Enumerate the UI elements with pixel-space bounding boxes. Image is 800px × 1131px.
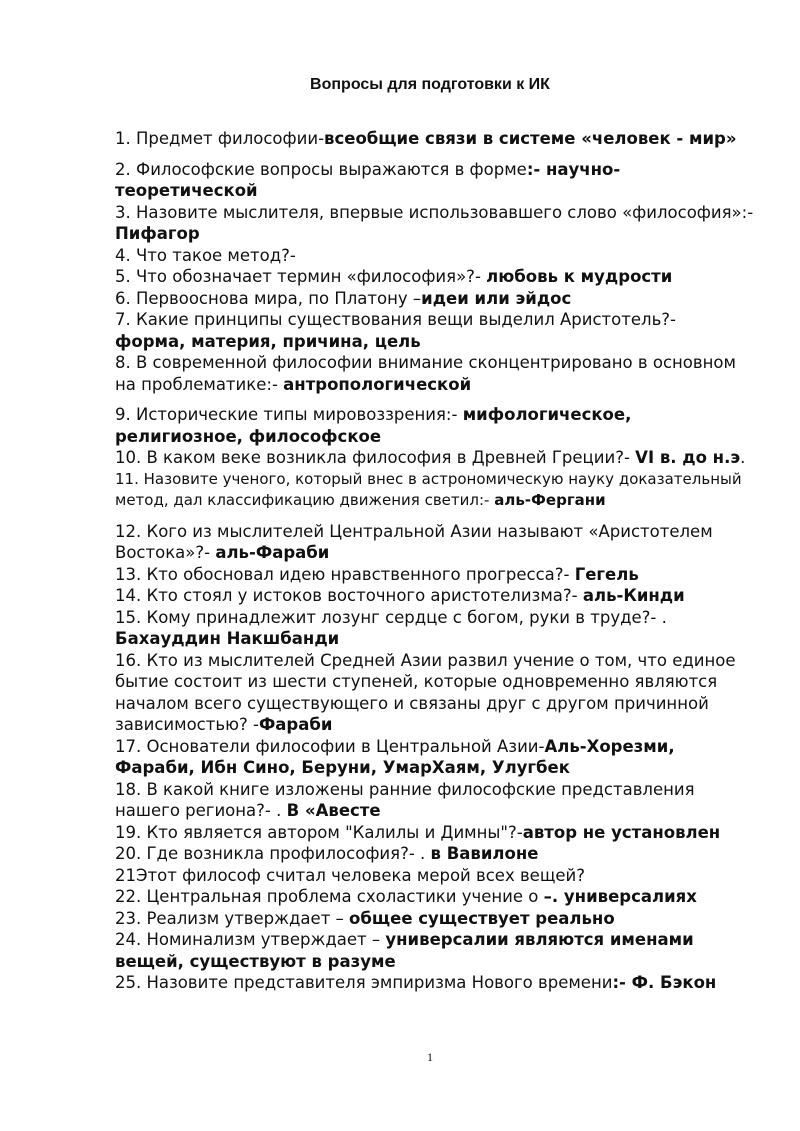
question-item-6: [115, 288, 755, 310]
answer-text: любовь к мудрости: [486, 267, 673, 286]
question-item-12: [115, 521, 755, 564]
question-text: 17. Основатели философии в Центральной Азии-: [115, 736, 545, 756]
question-item-21: [115, 865, 755, 887]
answer-text: VI в. до н.э: [635, 448, 741, 467]
question-text: 22. Центральная проблема схоластики учение о: [115, 887, 544, 906]
question-item-3: [115, 202, 755, 245]
answer-text: :- Ф. Бэкон: [612, 973, 717, 992]
page-title: Вопросы для подготовки к ИК: [310, 76, 550, 93]
answer-text: Бахауддин Накшбанди: [115, 629, 340, 648]
page-number: 1: [427, 1050, 433, 1064]
answer-text: форма, материя, причина, цель: [115, 331, 421, 351]
question-item-20: [115, 843, 755, 865]
question-text: 13. Кто обосновал идею нравственного прогресса?-: [115, 564, 575, 584]
question-item-2: [115, 159, 755, 202]
question-text: 3. Назовите мыслителя, впервые использовавшего слово «философия»:-: [115, 202, 754, 222]
question-item-1: [115, 128, 755, 150]
question-item-22: [115, 886, 755, 908]
question-text: 12. Кого из мыслителей Центральной Азии называют «Аристотелем Востока»?-: [115, 521, 713, 562]
answer-text: всеобщие связи в системе «человек - мир»: [324, 129, 737, 148]
question-text: 10. В каком веке возникла философия в Древней Греции?-: [115, 448, 636, 467]
question-item-13: [115, 564, 755, 586]
answer-text: общее существует реально: [349, 908, 615, 928]
question-item-18: [115, 779, 755, 822]
question-list: [115, 128, 755, 994]
question-item-10: [115, 447, 755, 469]
answer-text: аль-Кинди: [582, 586, 685, 605]
question-item-15: [115, 607, 755, 650]
question-item-14: [115, 585, 755, 607]
answer-text: :- научно-теоретической: [115, 159, 621, 200]
answer-text: Аль-Хорезми, Фараби, Ибн Сино, Беруни, УмарХаям, Улугбек: [115, 736, 675, 777]
question-text: 5. Что обозначает термин «философия»?-: [115, 267, 487, 286]
question-item-25: [115, 972, 755, 994]
question-item-23: [115, 908, 755, 930]
answer-text: Пифагор: [115, 224, 200, 243]
question-item-16: [115, 650, 755, 736]
answer-text: аль-Фараби: [215, 543, 330, 562]
question-item-11: [115, 469, 755, 512]
question-text: 9. Исторические типы мировоззрения:-: [115, 405, 463, 424]
question-text: 2. Философские вопросы выражаются в форме: [115, 159, 527, 179]
answer-text: идеи или эйдос: [421, 288, 572, 308]
question-item-9: [115, 404, 755, 447]
answer-text: Гегель: [574, 564, 639, 584]
question-text: 6. Первооснова мира, по Платону –: [115, 288, 422, 308]
question-text: 18. В какой книге изложены ранние философские представления нашего региона?- .: [115, 779, 695, 820]
question-text: 14. Кто стоял у истоков восточного аристотелизма?-: [115, 586, 583, 605]
question-text: 24. Номинализм утверждает –: [115, 930, 386, 949]
question-text: 11. Назовите ученого, который внес в астрономическую науку доказательный метод, дал классификацию движения светил:-: [115, 469, 742, 509]
question-text: 8. В современной философии внимание сконцентрировано в основном на проблематике:-: [115, 353, 736, 394]
question-text: 1. Предмет философии-: [115, 129, 325, 148]
question-item-8: [115, 352, 755, 395]
answer-tail: .: [740, 448, 746, 467]
question-text: 25. Назовите представителя эмпиризма Нового времени: [115, 973, 613, 992]
question-text: 15. Кому принадлежит лозунг сердце с богом, руки в труде?- .: [115, 607, 667, 627]
question-text: 7. Какие принципы существования вещи выделил Аристотель?-: [115, 310, 676, 329]
question-item-17: [115, 736, 755, 779]
question-item-5: [115, 266, 755, 288]
question-item-7: [115, 309, 755, 352]
answer-text: аль-Фергани: [494, 491, 606, 509]
answer-text: в Вавилоне: [430, 844, 539, 863]
question-text: 21Этот философ считал человека мерой всех вещей?: [115, 865, 586, 885]
answer-text: В «Авесте: [286, 801, 381, 820]
answer-text: автор не установлен: [522, 822, 721, 842]
question-text: 23. Реализм утверждает –: [115, 908, 350, 928]
answer-text: мифологическое, религиозное, философское: [115, 405, 632, 446]
answer-text: Фараби: [258, 715, 333, 734]
question-text: 16. Кто из мыслителей Средней Азии развил учение о том, что единое бытие состоит из шести ступеней, которые одновременно являются началом всего существующего и связаны друг с другом причинной зависимостью? -: [115, 650, 736, 734]
question-text: 4. Что такое метод?-: [115, 245, 296, 265]
answer-text: –. универсалиях: [543, 887, 697, 906]
question-text: 19. Кто является автором "Калилы и Димны"?-: [115, 822, 523, 842]
question-text: 20. Где возникла профилософия?- .: [115, 844, 431, 863]
question-item-19: [115, 822, 755, 844]
question-item-24: [115, 929, 755, 972]
answer-text: универсалии являются именами вещей, существуют в разуме: [115, 930, 694, 971]
question-item-4: [115, 245, 755, 267]
answer-text: антропологической: [283, 374, 472, 394]
